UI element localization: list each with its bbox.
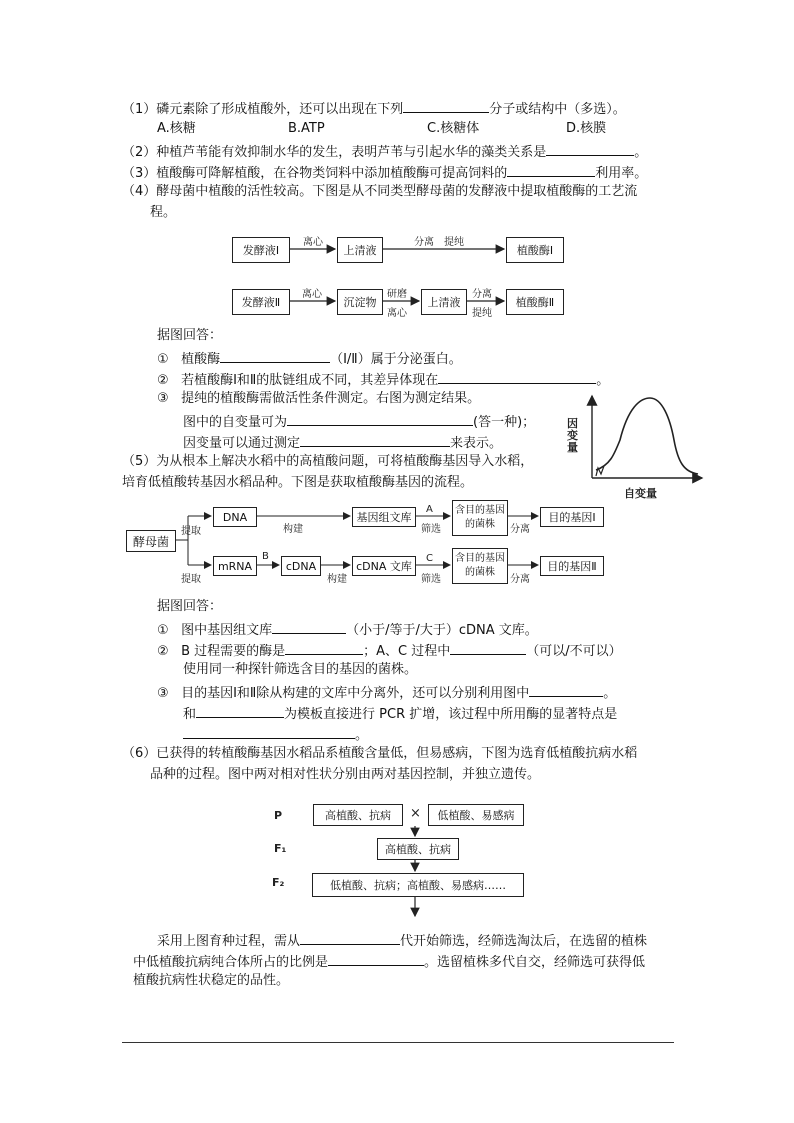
q4-sub2-a: 若植酸酶Ⅰ和Ⅱ的肽链组成不同，其差异体现在 (181, 373, 439, 388)
target-gene-II-box: 目的基因Ⅱ (540, 556, 604, 576)
q4-stem-line1: （4）酵母菌中植酸的活性较高。下图是从不同类型酵母菌的发酵液中提取植酸酶的工艺流 (122, 184, 638, 199)
q4-sub2-b: 。 (596, 373, 610, 388)
q5-sub2-line2: 使用同一种探针筛选含目的基因的菌株。 (183, 662, 418, 677)
cross-f2-box: 低植酸、抗病；高植酸、易感病…… (312, 873, 524, 897)
q6-end-l2-a: 中低植酸抗病纯合体所占的比例是 (133, 955, 329, 970)
genomic-library-box: 基因组文库 (352, 507, 416, 527)
sep2-label: 分离 (510, 574, 530, 585)
cross-x-label: × (410, 806, 421, 821)
a-label: A (426, 504, 433, 515)
cross-f1-box: 高植酸、抗病 (377, 838, 459, 860)
build2-label: 构建 (327, 574, 347, 585)
mrna-box: mRNA (213, 556, 257, 576)
q6-stem-line2: 品种的过程。图中两对相对性状分别由两对基因控制，并独立遗传。 (150, 767, 541, 782)
target-gene-I-box: 目的基因Ⅰ (540, 507, 604, 527)
extract1-label: 提取 (181, 526, 201, 537)
q6-stem-line1: （6）已获得的转植酸酶基因水稻品系植酸含量低，但易感病，下图为选育低植酸抗病水稻 (122, 746, 638, 761)
q5-sub2-num: ② (157, 644, 169, 659)
q5-answer-intro: 据图回答： (157, 599, 223, 614)
screen2-label: 筛选 (421, 574, 441, 585)
cross-f1-label: F₁ (274, 842, 287, 855)
q3-stem-b: 利用率。 (595, 166, 648, 181)
q6-end-l1-a: 采用上图育种过程，需从 (157, 934, 301, 949)
q5-sub3-l2-a: 和 (183, 707, 197, 722)
q4-sub1-b: （Ⅰ/Ⅱ）属于分泌蛋白。 (330, 352, 462, 367)
flow2-supernatant: 上清液 (421, 289, 467, 315)
q5-stem-line1: （5）为从根本上解决水稻中的高植酸问题，可将植酸酶基因导入水稻， (122, 454, 534, 469)
q4-sub2-num: ② (157, 373, 169, 388)
q5-sub3-l3-b: 。 (355, 728, 369, 743)
flow2-arrow3-label-bottom: 提纯 (472, 308, 492, 319)
q4-sub1-num: ① (157, 352, 169, 367)
flow1-arrow1-label: 离心 (303, 237, 323, 248)
colony2-box: 含目的基因的菌株 (452, 548, 508, 584)
q4-sub3-l3-a: 因变量可以通过测定 (183, 436, 301, 451)
q5-sub3-num: ③ (157, 686, 169, 701)
q5-sub2-a: B 过程需要的酶是 (181, 644, 286, 659)
q1-option-c: C.核糖体 (427, 121, 480, 136)
q4-stem-line2: 程。 (150, 205, 177, 220)
q5-sub2-c: （可以/不可以） (526, 644, 622, 659)
build1-label: 构建 (283, 524, 303, 535)
q5-sub1-num: ① (157, 623, 169, 638)
q4-sub3-a: 提纯的植酸酶需做活性条件测定。右图为测定结果。 (181, 391, 481, 406)
flow1-fermentation-I: 发酵液Ⅰ (232, 237, 290, 263)
cross-f2-label: F₂ (272, 876, 285, 889)
q4-sub3-l2-b: (答一种)； (473, 415, 536, 430)
yeast-box: 酵母菌 (126, 530, 176, 552)
q5-stem-line2: 培育低植酸转基因水稻品种。下图是获取植酸酶基因的流程。 (122, 475, 474, 490)
extract2-label: 提取 (181, 574, 201, 585)
flow2-phytase-II: 植酸酶Ⅱ (506, 289, 564, 315)
q1-option-b: B.ATP (288, 121, 325, 136)
screen1-label: 筛选 (421, 524, 441, 535)
cross-p2-box: 低植酸、易感病 (428, 804, 524, 826)
q5-sub1-a: 图中基因组文库 (181, 623, 273, 638)
dna-box: DNA (213, 507, 257, 527)
flow2-precipitate: 沉淀物 (337, 289, 383, 315)
q5-sub1-b: （小于/等于/大于）cDNA 文库。 (346, 623, 538, 638)
q2-stem-b: 。 (634, 145, 648, 160)
cross-p-label: P (274, 809, 283, 822)
cdna-library-box: cDNA 文库 (352, 556, 416, 576)
q4-sub3-num: ③ (157, 391, 169, 406)
flow2-arrow2-label-bottom: 离心 (387, 308, 407, 319)
q1-option-d: D.核膜 (566, 121, 607, 136)
flow2-arrow1-label: 离心 (302, 289, 322, 300)
q5-sub3-b: 。 (603, 686, 617, 701)
q1-stem-a: （1）磷元素除了形成植酸外，还可以出现在下列 (122, 102, 404, 117)
q2-stem-a: （2）种植芦苇能有效抑制水华的发生，表明芦苇与引起水华的藻类关系是 (122, 145, 547, 160)
q4-sub1-a: 植酸酶 (181, 352, 221, 367)
q5-sub3-l2-b: 为模板直接进行 PCR 扩增，该过程中所用酶的显著特点是 (284, 707, 618, 722)
b-label: B (262, 551, 269, 562)
cross-p1-box: 高植酸、抗病 (313, 804, 403, 826)
q5-sub2-b: ；A、C 过程中 (363, 644, 451, 659)
flow2-fermentation-II: 发酵液Ⅱ (232, 289, 290, 315)
q1-option-a: A.核糖 (157, 121, 196, 136)
q3-stem-a: （3）植酸酶可降解植酸，在谷物类饲料中添加植酸酶可提高饲料的 (122, 166, 508, 181)
flow2-arrow2-label-top: 研磨 (387, 289, 407, 300)
graph-y-label: 因变量 (567, 417, 578, 454)
c-label: C (426, 553, 433, 564)
flow1-supernatant: 上清液 (337, 237, 383, 263)
q4-sub3-l3-b: 来表示。 (450, 436, 503, 451)
flow1-arrow2-label: 分离 提纯 (414, 237, 464, 248)
flow2-arrow3-label-top: 分离 (472, 289, 492, 300)
q6-end-l1-b: 代开始筛选，经筛选淘汰后，在选留的植株 (400, 934, 648, 949)
q6-end-l2-b: 。选留植株多代自交，经筛选可获得低 (424, 955, 646, 970)
colony1-box: 含目的基因的菌株 (452, 500, 508, 536)
q5-sub3-a: 目的基因Ⅰ和Ⅱ除从构建的文库中分离外，还可以分别利用图中 (181, 686, 530, 701)
sep1-label: 分离 (510, 524, 530, 535)
q1-stem-b: 分子或结构中（多选）。 (489, 102, 626, 117)
q4-sub3-l2-a: 图中的自变量可为 (183, 415, 288, 430)
q4-answer-intro: 据图回答： (157, 328, 223, 343)
flow1-phytase-I: 植酸酶Ⅰ (506, 237, 564, 263)
cdna-box: cDNA (281, 556, 321, 576)
q6-end-line3: 植酸抗病性状稳定的品性。 (133, 973, 290, 988)
graph-x-label: 自变量 (624, 487, 657, 500)
